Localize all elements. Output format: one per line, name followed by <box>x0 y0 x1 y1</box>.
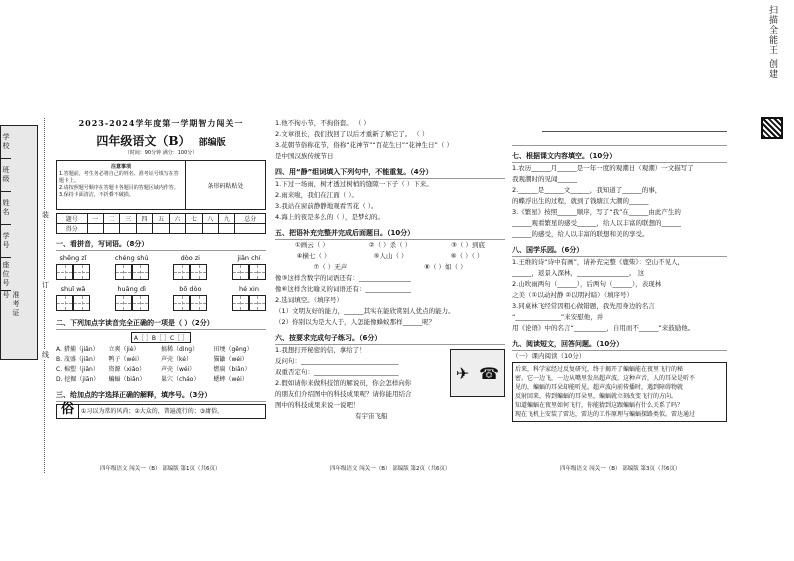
notes-title: 注意事项 <box>110 164 131 170</box>
section-3-title: 三、给加点的字选择正确的解释，填序号。（3分） <box>56 390 266 402</box>
binding-cell-seat: 座位号 <box>1 258 11 291</box>
text-line: （1）文明友好的能力，______其实在能欣赏别人优点的能力。 <box>275 307 455 315</box>
pinyin-item <box>173 254 207 282</box>
writing-box[interactable] <box>56 264 73 280</box>
section-4-title: 四、用“静”组词填入下列句中，不能重复。（4分） <box>275 167 505 179</box>
writing-box[interactable] <box>249 295 266 311</box>
text-line: 之美（①以动衬静 ②以明衬暗）（填序号） <box>512 291 633 299</box>
section-5-title: 五、把语补充完整并完成后面题目。（10分） <box>275 228 505 240</box>
barcode-area: 条形码粘贴处 <box>207 182 244 190</box>
pinyin-text: bō dòo <box>179 285 202 293</box>
rocket-icon: ✈ <box>455 363 470 383</box>
text-line: 反问句：______________________________ <box>275 357 399 365</box>
exam-notes-box <box>56 160 266 210</box>
notes-panel <box>57 161 186 209</box>
score-cell[interactable] <box>219 224 235 234</box>
margin-char-ding: 订 <box>42 281 49 289</box>
pinyin-item <box>173 285 207 313</box>
pinyin-item <box>232 285 266 313</box>
text-line: 我观潮时的见闻______ <box>512 175 577 183</box>
answer-lines-top <box>512 118 727 146</box>
section-6-text <box>275 345 450 422</box>
score-header-cell: 九 <box>219 214 235 224</box>
text-line: 3.我站在窗前静静地观看雪花（ ）。 <box>275 202 378 210</box>
option-text: 巢穴（cháo） <box>161 376 200 383</box>
text-line: 1.王维的诗“诗中有画”，请补充完整《鹿柴》：空山不见人， <box>512 258 685 266</box>
score-cell[interactable] <box>136 224 152 234</box>
binding-cell-class: 班级 <box>1 159 11 192</box>
writing-box[interactable] <box>232 264 249 280</box>
binding-cell-school: 学校 <box>1 126 11 159</box>
pinyin-row-2 <box>56 285 266 313</box>
section-6-title: 六、按要求完成句子练习。（6分） <box>275 333 505 345</box>
idiom-row-2 <box>275 251 505 262</box>
idiom-row-3 <box>275 262 505 273</box>
pinyin-text: hé xin <box>238 285 259 293</box>
score-header-cell: 一 <box>87 214 103 224</box>
answer-line[interactable] <box>542 118 727 132</box>
writing-box[interactable] <box>173 295 190 311</box>
text-line: 像③这样含数字的词语还有：________________ <box>275 274 411 282</box>
text-line: 的朋友们介绍图中的科技成果呢？请你能用结合 <box>275 390 412 398</box>
writing-box[interactable] <box>190 264 207 280</box>
pinyin-text: shēng zǐ <box>59 254 87 262</box>
text-line: 1.他不拘小节，不拘俗套。 （ ） <box>275 119 370 127</box>
score-header-cell: 三 <box>120 214 136 224</box>
writing-box[interactable] <box>56 295 73 311</box>
writing-box[interactable] <box>115 295 132 311</box>
text-line: 1.下过一场雨，树才透过树梢的缝隙一下子（ ）下来。 <box>275 180 433 188</box>
text-line: ______观看繁星的感受______，给人以丰富的联想的______ <box>512 219 681 227</box>
section-9-subtitle: （一）课内阅读（10分） <box>512 352 586 360</box>
writing-box[interactable] <box>132 264 149 280</box>
option-text: 蟋蟀（wéi） <box>213 376 248 383</box>
text-line: 有宇宙飞船 <box>355 412 388 420</box>
reading-passage <box>512 362 727 422</box>
idiom-blank[interactable]: ⑦（ ）无声 <box>313 263 348 271</box>
pinyin-item <box>56 254 90 282</box>
score-header-cell: 六 <box>169 214 185 224</box>
text-line: 3.花朝节俗称花节，俗称“花神节”“百花生日”“花神生日”（ ） <box>275 141 453 149</box>
score-cell[interactable] <box>103 224 119 234</box>
idiom-blank[interactable]: ③（ ）到底 <box>451 241 486 249</box>
idiom-row-1 <box>275 240 505 251</box>
option-a: A. 猎捕（jiān） <box>56 346 99 353</box>
score-header-cell: 四 <box>136 214 152 224</box>
pinyin-text: jiān chí <box>237 254 261 262</box>
note-line: 1.答题前，考生务必将自己的姓名、准考证号填写在答题卡上。 <box>59 171 179 184</box>
option-grid <box>56 345 266 385</box>
option-b: B. 茂盛（jiān） <box>56 356 99 363</box>
tech-illustration <box>450 349 505 397</box>
text-line: 1.我想打开秘密的信，拿给了！ <box>275 346 366 354</box>
option-text: 蝙蝠（biān） <box>108 376 146 383</box>
qr-code-icon <box>761 117 783 139</box>
exam-subject-title: 四年级语文（B） <box>96 134 191 148</box>
writing-box[interactable] <box>73 295 90 311</box>
text-line: “______________”来安慰他，并 <box>512 313 604 321</box>
definition-text: ①习以为常的风尚；②大众的，普遍流行的；③庸俗。 <box>81 408 224 415</box>
text-line: 用《论语》中的名言“__________，自用而不______”来鼓励他。 <box>512 324 695 332</box>
text-line: 2.山吹雨两句（______），后两句（______），表现林 <box>512 280 662 288</box>
binding-cell-name: 姓名 <box>1 192 11 225</box>
section-6-body <box>275 345 505 422</box>
option-text: 燃扁（biān） <box>213 366 251 373</box>
text-line: 像⑥这样含比喻义的词语还有：______________ <box>275 285 411 293</box>
margin-char-zhuang: 装 <box>42 211 49 219</box>
pinyin-text: chéng shú <box>114 254 149 262</box>
score-cell[interactable] <box>153 224 169 234</box>
pinyin-item <box>115 254 149 282</box>
passage-line: 现在飞机上安装了雷达，雷达的工作原理与蝙蝠探路类似。雷达通过 <box>515 411 696 418</box>
score-cell[interactable] <box>186 224 202 234</box>
pinyin-item <box>232 254 266 282</box>
score-header-cell: 五 <box>153 214 169 224</box>
answer-choice-box[interactable]: A［ ］B［ ］C［ ］ <box>131 332 191 343</box>
text-line: 2.选词填空。（填序号） <box>275 296 343 304</box>
writing-box[interactable] <box>115 264 132 280</box>
section-7-title: 七、根据课文内容填空。（10分） <box>512 151 727 163</box>
text-line: 2.文章很长，我们找回了以后才重新了解它了。 （ ） <box>275 130 429 138</box>
pinyin-row-1 <box>56 254 266 282</box>
writing-box[interactable] <box>132 295 149 311</box>
binding-cell-number: 学号 <box>1 225 11 258</box>
score-header-row <box>57 214 266 224</box>
pinyin-text: dòo zi <box>180 254 200 262</box>
writing-box[interactable] <box>73 264 90 280</box>
page-footer-3: 四年级语文 闯关一（B） 部编版 第3页（共6页） <box>560 466 681 472</box>
idiom-blank[interactable]: ⑤人山（ ） <box>373 252 408 260</box>
option-text: 猫鼬（wéi） <box>213 356 248 363</box>
section-2-title: 二、下列加点字读音完全正确的一项是（ ）（2分） <box>56 318 266 330</box>
option-d: D. 挖掘（jiān） <box>56 376 100 383</box>
exam-edition: 部编版 <box>198 138 226 148</box>
option-text: 鸭子（wéi） <box>108 356 143 363</box>
score-value-row <box>57 224 266 234</box>
idiom-blank[interactable]: ⑥（ ）（ ） <box>450 252 484 260</box>
page-column-2 <box>275 118 505 422</box>
idiom-blank[interactable]: ⑧（ ）如（ ） <box>424 263 467 271</box>
passage-line: 密。它一边飞，一边从嘴里发出超声波，这种声音，人的耳朵是听不 <box>515 375 696 382</box>
writing-box[interactable] <box>190 295 207 311</box>
text-line: ______的感受，给人以丰富的联想和美的享受。 <box>512 230 649 238</box>
score-cell[interactable] <box>120 224 136 234</box>
score-row-label: 得分 <box>57 224 88 234</box>
option-text: 田埂（gěng） <box>213 346 253 353</box>
text-line: 的蝶浮出生的过程，就到了钱塘江大潮的______ <box>512 197 649 205</box>
option-text: 声壳（wéi） <box>161 366 196 373</box>
pinyin-item <box>56 285 90 313</box>
passage-line: 见的，蝙蝠的耳朵却能听见。超声波向前传播时，遇到障碍物就 <box>515 384 684 391</box>
binding-cell-exam-id: 准考证号 <box>2 291 20 318</box>
exam-time-note: （时间：90分钟 满分：100分） <box>124 150 198 156</box>
score-cell[interactable] <box>235 224 266 234</box>
page-footer-2: 四年级语文 闯关一（B） 部编版 第2页（共6页） <box>330 466 451 472</box>
page-column-3 <box>512 118 727 422</box>
text-line: ______，返景入深林，________________。 这 <box>512 269 645 277</box>
pinyin-text: shuǐ wā <box>60 285 86 293</box>
page-column-1 <box>56 118 266 419</box>
passage-line: 反射回来，传到蝙蝠的耳朵里，蝙蝠就立刻改变飞行的方向。 <box>515 393 678 400</box>
text-line: 2.______是______文______，我知道了______的事， <box>512 186 662 194</box>
text-line: 3.《繁星》按照______顺序，写了“我”在______由此产生的 <box>512 208 681 216</box>
passage-line: 知道蝙蝠在夜里如何飞行，你能猜到这跟蝙蝠有什么关系了吗？ <box>515 402 684 409</box>
text-line: 双重否定句：__________________________ <box>275 368 399 376</box>
passage-line: 后来，科学家经过反复研究，终于揭开了蝙蝠能在夜里飞行的秘 <box>515 366 684 373</box>
page-footer-1: 四年级语文 闯关一（B） 部编版 第1页（共6页） <box>100 466 221 472</box>
text-line: 3.同桌林飞经常因粗心做错题，我先用身边的名言 <box>512 302 655 310</box>
writing-box[interactable] <box>249 264 266 280</box>
exam-main-title <box>56 132 266 149</box>
idiom-blank[interactable]: ①画云（ ） <box>294 241 329 249</box>
writing-box[interactable] <box>173 264 190 280</box>
section-1-title: 一、看拼音，写词语。（8分） <box>56 239 266 251</box>
option-text: 声壳（ké） <box>161 356 192 363</box>
scanner-watermark-label: 扫描全能王 创建 <box>767 5 777 79</box>
exam-year-title: 2023-2024学年度第一学期智力闯关一 <box>78 118 244 128</box>
score-table <box>56 213 266 234</box>
score-header-cell: 八 <box>202 214 218 224</box>
definition-char: 俗 <box>57 405 79 418</box>
idiom-blank[interactable]: ②（ ）杀（ ） <box>368 241 412 249</box>
idiom-blank[interactable]: ④横七（ ） <box>296 252 331 260</box>
text-line: 是中国汉族传统节日 <box>275 152 334 160</box>
text-line: 2.雨来啦，我们在江面（ ）。 <box>275 191 359 199</box>
text-line: 4.海上的夜是多么的（ ），是梦幻的。 <box>275 213 385 221</box>
note-line: 2.请按照题号顺序在答题卡各题目的答题区域内作答。 <box>59 185 179 191</box>
option-text: 搞稀（dìng） <box>161 346 199 353</box>
option-text: 立爽（jiè） <box>108 346 140 353</box>
note-line: 3.保持卡面清洁，不折叠不破损。 <box>59 192 134 198</box>
section-9-title: 九、阅读短文，回答问题。（10分） <box>512 339 727 351</box>
score-cell[interactable] <box>202 224 218 234</box>
binding-dotted-line <box>44 118 45 473</box>
definition-box <box>56 404 266 419</box>
pinyin-item <box>115 285 149 313</box>
score-header-cell: 七 <box>186 214 202 224</box>
option-c: C. 棉塑（jiān） <box>56 366 99 373</box>
text-line: 图中的科技成果来说一说吧！ <box>275 401 360 409</box>
binding-info-strip <box>0 125 38 360</box>
score-cell[interactable] <box>87 224 103 234</box>
text-line: 2.假如请你来做科技馆的解说员，你会怎样向你 <box>275 379 412 387</box>
score-header-cell: 二 <box>103 214 119 224</box>
margin-char-xian: 线 <box>42 351 49 359</box>
score-header-cell: 总分 <box>235 214 266 224</box>
phone-icon: ☎ <box>479 363 500 383</box>
score-header-cell: 题号 <box>57 214 88 224</box>
section-8-title: 八、国学乐园。（6分） <box>512 245 727 257</box>
pinyin-text: huāng dì <box>117 285 146 293</box>
score-cell[interactable] <box>169 224 185 234</box>
option-text: 资源（xiǎo） <box>108 366 146 373</box>
text-line: （2）你别以为是大人于，人怎能像蜂蚁那样______呢？ <box>275 318 436 326</box>
text-line: 1.农历______月______是一年一度的观潮日（观潮）一文描写了 <box>512 164 694 172</box>
writing-box[interactable] <box>232 295 249 311</box>
